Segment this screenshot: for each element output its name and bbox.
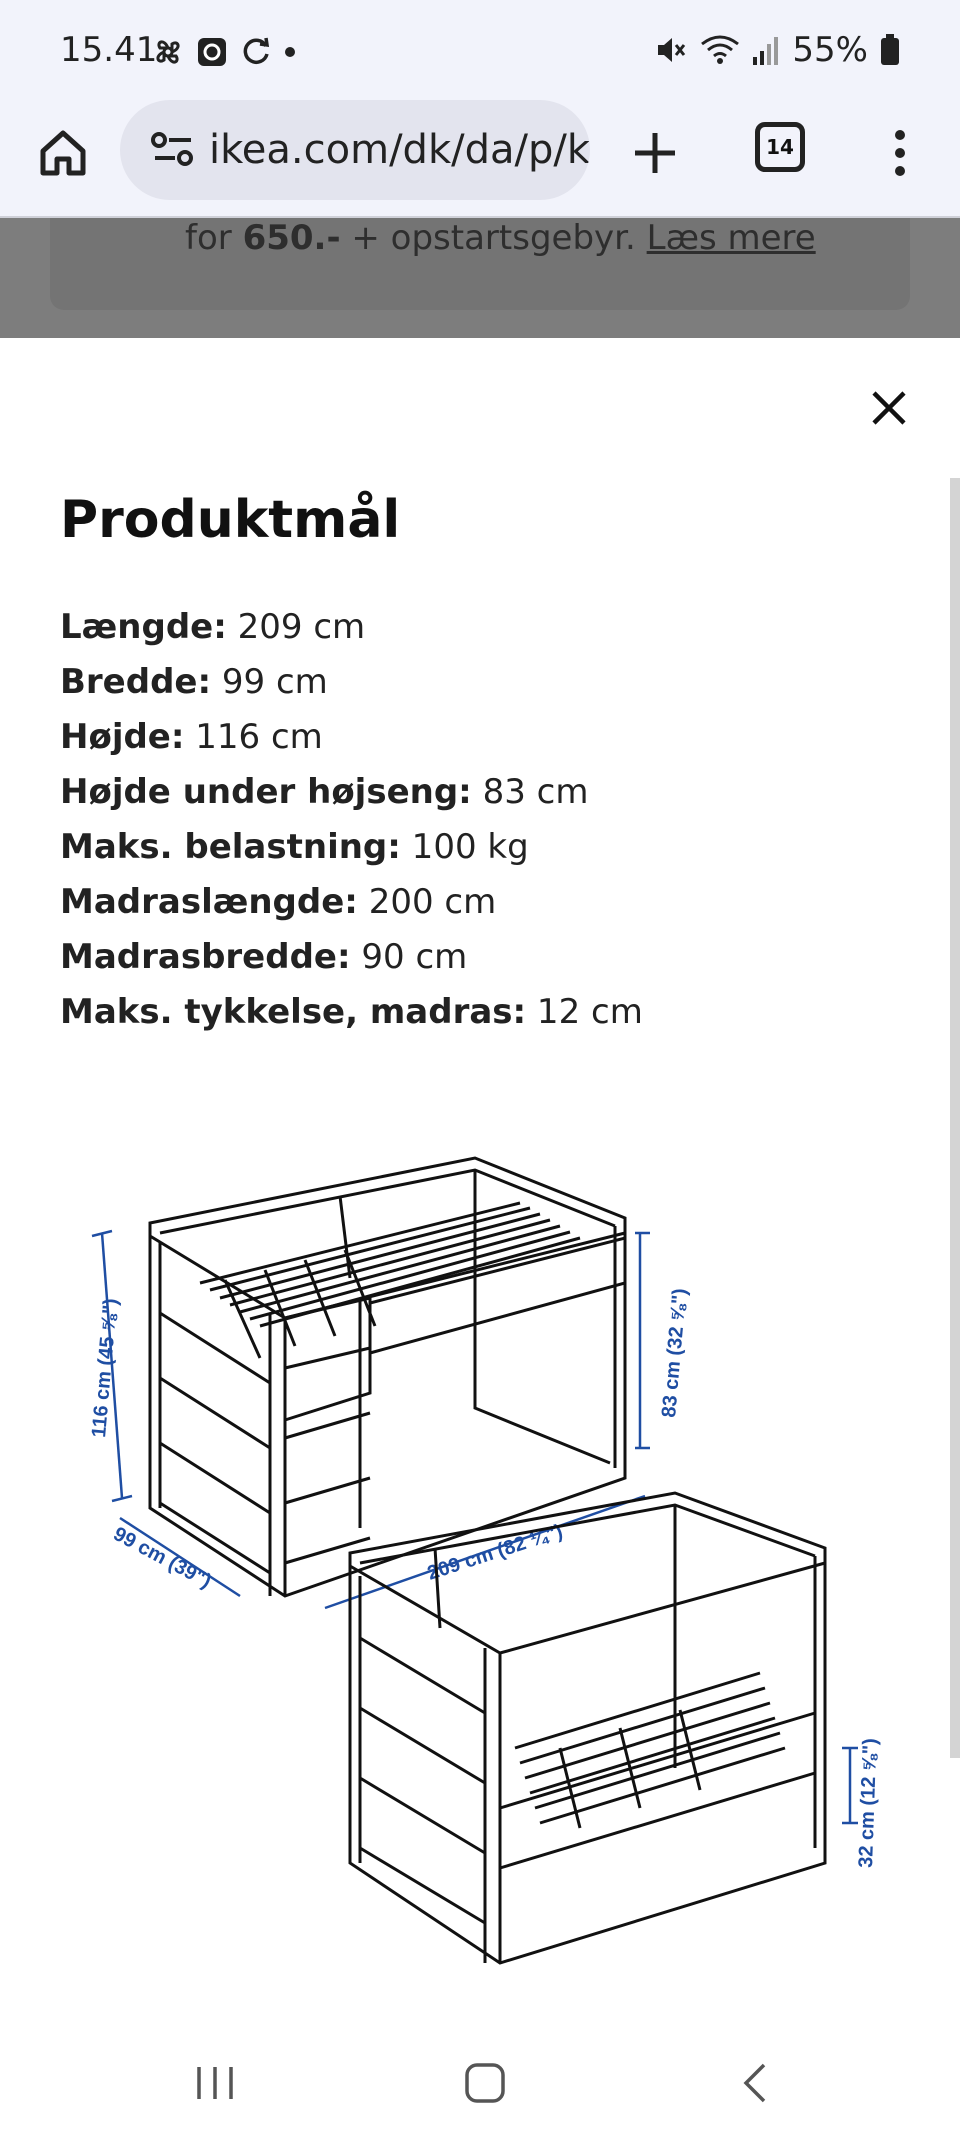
spec-height-under-loft bbox=[60, 765, 643, 820]
spec-list bbox=[60, 600, 643, 1040]
spec-max-load bbox=[60, 820, 643, 875]
spec-label: Bredde: bbox=[60, 662, 212, 702]
close-button[interactable] bbox=[864, 383, 914, 433]
spec-value: 90 cm bbox=[350, 937, 468, 977]
menu-dot-icon bbox=[895, 148, 905, 158]
tab-count: 14 bbox=[766, 135, 794, 159]
status-bar bbox=[0, 0, 960, 100]
product-dimensions-sheet bbox=[0, 338, 960, 2038]
spec-mattress-thickness bbox=[60, 985, 643, 1040]
spec-value: 116 cm bbox=[184, 717, 323, 757]
battery-percent: 55% bbox=[792, 30, 868, 70]
home-icon bbox=[37, 127, 89, 179]
spec-value: 100 kg bbox=[400, 827, 529, 867]
spec-label: Højde under højseng: bbox=[60, 772, 472, 812]
spec-value: 83 cm bbox=[471, 772, 589, 812]
status-right-group bbox=[654, 30, 900, 70]
wifi-icon bbox=[700, 34, 740, 66]
back-icon bbox=[740, 2061, 770, 2105]
spec-height bbox=[60, 710, 643, 765]
signal-icon bbox=[752, 35, 780, 65]
new-tab-button[interactable] bbox=[620, 118, 690, 188]
spec-width bbox=[60, 655, 643, 710]
plus-icon bbox=[633, 131, 677, 175]
back-button[interactable] bbox=[715, 2048, 795, 2118]
menu-dot-icon bbox=[895, 166, 905, 176]
financing-text bbox=[185, 218, 816, 258]
read-more-link[interactable]: Læs mere bbox=[646, 218, 816, 258]
tab-switcher-button[interactable] bbox=[755, 122, 805, 172]
spec-label: Madraslængde: bbox=[60, 882, 358, 922]
recents-button[interactable] bbox=[175, 2048, 255, 2118]
mute-icon bbox=[654, 33, 688, 67]
spec-value: 200 cm bbox=[357, 882, 497, 922]
status-time: 15.41 bbox=[60, 30, 158, 70]
scrollbar[interactable] bbox=[950, 478, 960, 1758]
financing-amount: 650.- bbox=[242, 218, 341, 258]
camera-app-icon bbox=[196, 36, 228, 68]
fan-icon bbox=[152, 36, 184, 68]
spec-value: 99 cm bbox=[211, 662, 328, 702]
low-bed-drawing bbox=[350, 1493, 825, 1963]
site-settings-icon[interactable] bbox=[138, 132, 209, 168]
home-nav-button[interactable] bbox=[445, 2048, 525, 2118]
sheet-title: Produktmål bbox=[60, 490, 401, 550]
spec-mattress-width bbox=[60, 930, 643, 985]
home-nav-icon bbox=[463, 2061, 507, 2105]
recents-icon bbox=[193, 2063, 237, 2103]
height-dimension-label: 116 cm (45 ⅝") bbox=[88, 1297, 123, 1439]
length-dimension-label: 209 cm (82 ¼") bbox=[424, 1520, 566, 1585]
more-menu-button[interactable] bbox=[880, 120, 920, 186]
width-dimension-label: 99 cm (39") bbox=[109, 1522, 215, 1593]
low-height-dimension-label: 32 cm (12 ⅝") bbox=[855, 1737, 882, 1869]
spec-value: 209 cm bbox=[226, 607, 366, 647]
battery-icon bbox=[880, 34, 900, 66]
address-bar[interactable] bbox=[120, 100, 590, 200]
spec-label: Maks. belastning: bbox=[60, 827, 401, 867]
status-notification-icons bbox=[152, 36, 296, 68]
financing-middle: + opstartsgebyr. bbox=[340, 218, 647, 258]
financing-prefix: for bbox=[185, 218, 243, 258]
spec-label: Madrasbredde: bbox=[60, 937, 351, 977]
menu-dot-icon bbox=[895, 130, 905, 140]
spec-label: Højde: bbox=[60, 717, 185, 757]
system-nav-bar bbox=[0, 2038, 960, 2133]
product-dimension-diagram bbox=[60, 1108, 920, 1968]
url-text[interactable]: ikea.com/dk/da/p/k bbox=[208, 127, 590, 173]
spec-value: 12 cm bbox=[526, 992, 643, 1032]
page-overlay[interactable] bbox=[0, 218, 960, 338]
spec-label: Maks. tykkelse, madras: bbox=[60, 992, 527, 1032]
spec-label: Længde: bbox=[60, 607, 227, 647]
under-bed-dimension-label: 83 cm (32 ⅝") bbox=[658, 1287, 692, 1419]
sync-icon bbox=[240, 36, 272, 68]
close-icon bbox=[871, 390, 907, 426]
spec-length bbox=[60, 600, 643, 655]
dot-icon bbox=[284, 46, 296, 58]
browser-toolbar bbox=[0, 100, 960, 218]
home-button[interactable] bbox=[30, 120, 96, 186]
spec-mattress-length bbox=[60, 875, 643, 930]
low-bed-dimension-lines bbox=[842, 1748, 858, 1823]
